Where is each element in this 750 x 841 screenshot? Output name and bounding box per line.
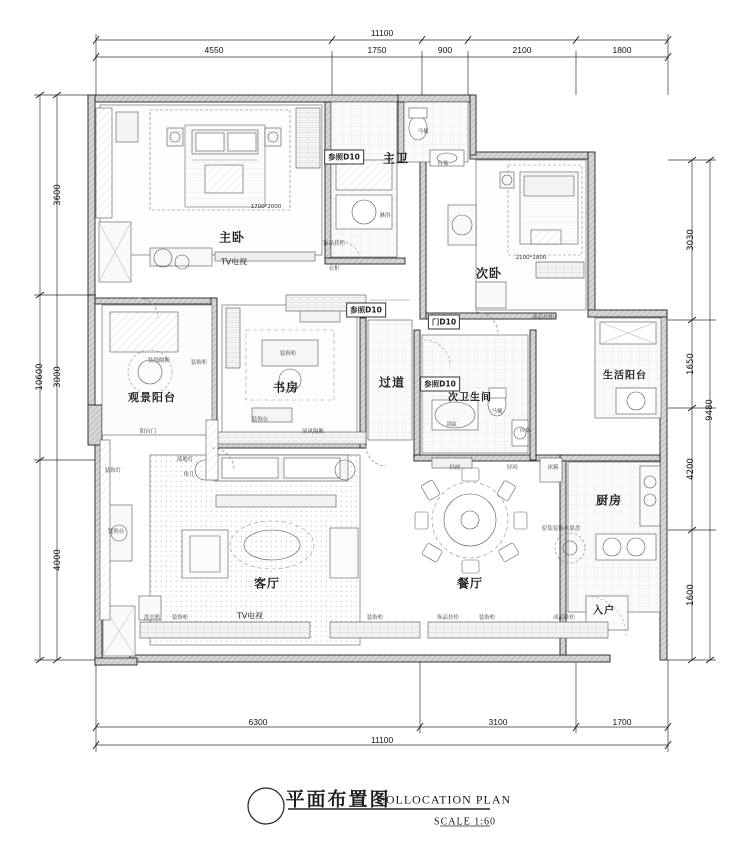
dim-bottom-2: 3100 — [488, 717, 508, 727]
drawing-scale: SCALE 1:60 — [434, 816, 496, 828]
reference-tag-d10-corridor-left: 参照D10 — [346, 303, 386, 318]
note-decor-table: 装饰台 — [251, 417, 269, 423]
reference-tag-d10-second-bath: 参照D10 — [420, 377, 460, 392]
note-tv-master: TV电视 — [220, 257, 248, 267]
drawing-title-cn: 平面布置图 — [285, 788, 391, 811]
note-fitted-wardrobe: 成品衣柜 — [531, 315, 555, 321]
drawing-title-en: COLLOCATION PLAN — [376, 792, 512, 807]
note-decor-partition: 装饰隔断 — [147, 358, 171, 364]
note-fruit-plate: 原装装饰水果盘 — [541, 526, 581, 532]
note-display-cabinet-1: 饰品挂柜 — [436, 615, 460, 621]
note-cabinet-balcony: 装饰柜 — [190, 360, 208, 366]
room-label-dining-room: 餐厅 — [456, 576, 484, 591]
room-label-study: 书房 — [272, 380, 300, 395]
fixture-label-basin-master: 台盆 — [437, 161, 449, 167]
dim-top-2: 1750 — [367, 45, 387, 55]
room-label-master-bath: 主卫 — [382, 151, 410, 166]
fixture-label-shower-master: 淋浴 — [379, 213, 391, 219]
note-bed-size-second: 2100*1800 — [515, 255, 547, 261]
note-bed-size-master: 1700*2000 — [250, 204, 282, 210]
note-cabinet-1: 装饰柜 — [171, 615, 189, 621]
dim-left-3: 4000 — [53, 549, 63, 571]
note-floor-lamp: 落地灯 — [176, 457, 194, 463]
dim-right-2: 1650 — [686, 353, 696, 375]
room-label-service-balcony: 生活阳台 — [603, 370, 647, 382]
note-screen: 屏风 — [506, 465, 518, 471]
room-label-corridor: 过道 — [378, 375, 406, 390]
note-decor-stand: 装饰台 — [107, 529, 125, 535]
room-label-view-balcony: 观景阳台 — [128, 391, 176, 404]
dim-left-overall: 10600 — [35, 363, 45, 391]
note-balcony-door: 阳台门 — [139, 429, 157, 435]
room-label-entry: 入户 — [593, 605, 615, 617]
fixture-label-basin-second: 台盆 — [519, 428, 531, 434]
dim-top-3: 900 — [437, 45, 453, 55]
room-label-living-room: 客厅 — [253, 576, 281, 591]
note-cabinet-2: 装饰柜 — [366, 615, 384, 621]
note-cabinet-3: 装饰柜 — [478, 615, 496, 621]
note-washing-machine: 洗衣机 — [143, 615, 161, 621]
note-display-cabinet-2: 饰品挂柜 — [322, 241, 346, 247]
dim-top-1: 4550 — [204, 45, 224, 55]
room-label-kitchen: 厨房 — [595, 493, 623, 508]
dim-bottom-1: 6300 — [248, 717, 268, 727]
note-screen-partition: 屏风隔断 — [301, 429, 325, 435]
dim-top-5: 1800 — [612, 45, 632, 55]
door-tag-d10: 门D10 — [428, 315, 460, 330]
note-shoe-cabinet: 成品鞋柜 — [552, 615, 576, 621]
room-label-master-bedroom: 主卧 — [218, 230, 246, 245]
note-wall-art: 挂画 — [449, 465, 461, 471]
dim-bottom-3: 1700 — [612, 717, 632, 727]
dim-top-4: 2100 — [512, 45, 532, 55]
dim-left-2: 3000 — [53, 366, 63, 388]
dim-right-1: 3030 — [686, 229, 696, 251]
fixture-label-toilet-master: 马桶 — [417, 129, 429, 135]
fixture-label-bathtub: 浴缸 — [446, 422, 458, 428]
note-decor-lamp: 装饰灯 — [104, 468, 122, 474]
dim-right-3: 4200 — [686, 458, 696, 480]
room-label-second-bath: 次卫生间 — [448, 392, 492, 404]
dim-left-1: 3600 — [53, 184, 63, 206]
note-corner-table: 角几 — [183, 472, 195, 478]
note-wardrobe: 衣柜 — [328, 266, 340, 272]
note-tv-living: TV电视 — [236, 611, 264, 621]
note-refrigerator: 冰箱 — [547, 465, 559, 471]
dim-right-4: 1600 — [686, 584, 696, 606]
note-cabinet-study: 装饰柜 — [279, 351, 297, 357]
fixture-label-toilet-second: 马桶 — [491, 409, 503, 415]
reference-tag-d10-master-bath: 参照D10 — [324, 150, 364, 165]
dim-right-overall: 9480 — [705, 399, 715, 421]
dim-top-overall: 11100 — [370, 28, 394, 38]
dim-bottom-overall: 11100 — [370, 735, 394, 745]
room-label-second-bedroom: 次卧 — [475, 266, 503, 281]
